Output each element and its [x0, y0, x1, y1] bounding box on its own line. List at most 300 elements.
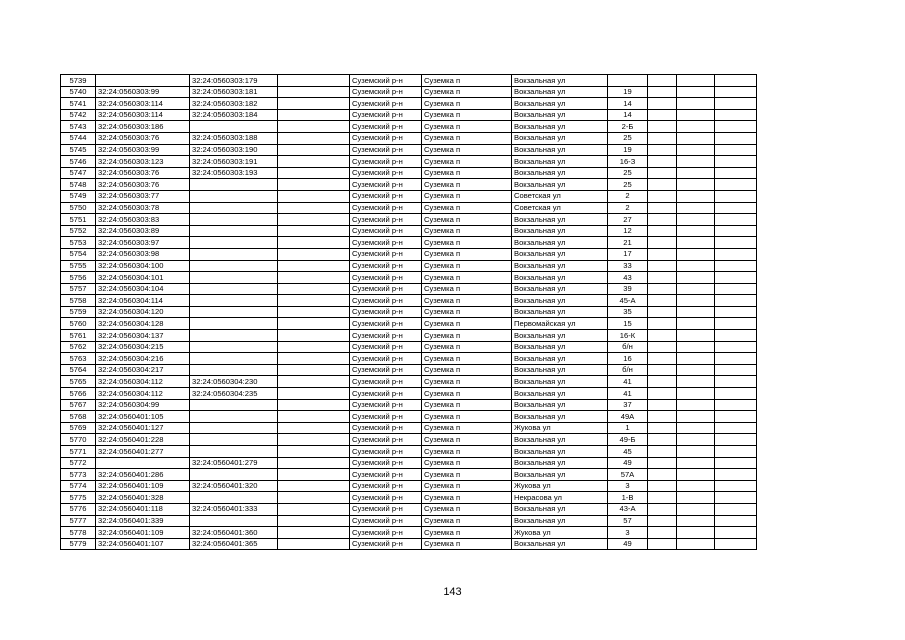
district: Суземский р-н [350, 121, 422, 133]
row-number: 5764 [61, 364, 96, 376]
house-number: 49 [608, 457, 648, 469]
table-row [61, 515, 757, 527]
extra-col-3 [715, 214, 757, 226]
district: Суземский р-н [350, 179, 422, 191]
cadastral-number [96, 457, 190, 469]
street: Вокзальная ул [512, 538, 608, 550]
blank-col [278, 376, 350, 388]
table-row [61, 156, 757, 168]
extra-col-1 [648, 330, 677, 342]
settlement: Суземка п [422, 503, 512, 515]
street: Вокзальная ул [512, 132, 608, 144]
extra-col-1 [648, 260, 677, 272]
extra-col-2 [677, 492, 715, 504]
table-row [61, 109, 757, 121]
street: Вокзальная ул [512, 341, 608, 353]
extra-col-2 [677, 260, 715, 272]
cadastral-number: 32:24:0560304:99 [96, 399, 190, 411]
extra-col-2 [677, 109, 715, 121]
extra-col-2 [677, 86, 715, 98]
related-cadastral-number [190, 260, 278, 272]
blank-col [278, 330, 350, 342]
blank-col [278, 167, 350, 179]
related-cadastral-number [190, 283, 278, 295]
settlement: Суземка п [422, 190, 512, 202]
settlement: Суземка п [422, 411, 512, 423]
settlement: Суземка п [422, 132, 512, 144]
street: Вокзальная ул [512, 376, 608, 388]
cadastral-number: 32:24:0560303:97 [96, 237, 190, 249]
extra-col-2 [677, 330, 715, 342]
house-number: 16 [608, 353, 648, 365]
house-number: 25 [608, 132, 648, 144]
related-cadastral-number [190, 214, 278, 226]
settlement: Суземка п [422, 353, 512, 365]
street: Вокзальная ул [512, 515, 608, 527]
blank-col [278, 237, 350, 249]
settlement: Суземка п [422, 330, 512, 342]
house-number: 43-А [608, 503, 648, 515]
district: Суземский р-н [350, 538, 422, 550]
related-cadastral-number [190, 306, 278, 318]
extra-col-3 [715, 422, 757, 434]
row-number: 5748 [61, 179, 96, 191]
row-number: 5758 [61, 295, 96, 307]
row-number: 5756 [61, 272, 96, 284]
house-number: 45-А [608, 295, 648, 307]
cadastral-number: 32:24:0560401:286 [96, 469, 190, 481]
house-number: 41 [608, 388, 648, 400]
extra-col-3 [715, 225, 757, 237]
district: Суземский р-н [350, 132, 422, 144]
extra-col-2 [677, 144, 715, 156]
street: Вокзальная ул [512, 167, 608, 179]
row-number: 5766 [61, 388, 96, 400]
district: Суземский р-н [350, 86, 422, 98]
settlement: Суземка п [422, 167, 512, 179]
settlement: Суземка п [422, 318, 512, 330]
table-row [61, 272, 757, 284]
district: Суземский р-н [350, 202, 422, 214]
settlement: Суземка п [422, 98, 512, 110]
table-row [61, 503, 757, 515]
house-number: 35 [608, 306, 648, 318]
cadastral-number: 32:24:0560303:76 [96, 179, 190, 191]
blank-col [278, 341, 350, 353]
street: Вокзальная ул [512, 399, 608, 411]
extra-col-2 [677, 503, 715, 515]
row-number: 5746 [61, 156, 96, 168]
extra-col-2 [677, 225, 715, 237]
table-row [61, 480, 757, 492]
row-number: 5779 [61, 538, 96, 550]
blank-col [278, 121, 350, 133]
settlement: Суземка п [422, 469, 512, 481]
settlement: Суземка п [422, 364, 512, 376]
extra-col-1 [648, 98, 677, 110]
extra-col-1 [648, 503, 677, 515]
extra-col-1 [648, 167, 677, 179]
extra-col-2 [677, 399, 715, 411]
blank-col [278, 527, 350, 539]
blank-col [278, 353, 350, 365]
cadastral-number: 32:24:0560401:105 [96, 411, 190, 423]
extra-col-3 [715, 237, 757, 249]
table-row [61, 527, 757, 539]
row-number: 5769 [61, 422, 96, 434]
extra-col-1 [648, 399, 677, 411]
house-number: 33 [608, 260, 648, 272]
related-cadastral-number [190, 469, 278, 481]
street: Вокзальная ул [512, 503, 608, 515]
cadastral-number: 32:24:0560303:114 [96, 98, 190, 110]
district: Суземский р-н [350, 434, 422, 446]
cadastral-number: 32:24:0560304:101 [96, 272, 190, 284]
district: Суземский р-н [350, 214, 422, 226]
related-cadastral-number [190, 202, 278, 214]
extra-col-2 [677, 341, 715, 353]
blank-col [278, 75, 350, 87]
extra-col-1 [648, 295, 677, 307]
street: Вокзальная ул [512, 411, 608, 423]
extra-col-3 [715, 190, 757, 202]
district: Суземский р-н [350, 75, 422, 87]
house-number: 2 [608, 202, 648, 214]
extra-col-2 [677, 353, 715, 365]
settlement: Суземка п [422, 446, 512, 458]
extra-col-3 [715, 202, 757, 214]
table-row [61, 190, 757, 202]
settlement: Суземка п [422, 388, 512, 400]
related-cadastral-number [190, 353, 278, 365]
row-number: 5745 [61, 144, 96, 156]
extra-col-1 [648, 318, 677, 330]
extra-col-3 [715, 109, 757, 121]
cadastral-number: 32:24:0560304:114 [96, 295, 190, 307]
blank-col [278, 399, 350, 411]
blank-col [278, 144, 350, 156]
house-number: 49 [608, 538, 648, 550]
table-row [61, 434, 757, 446]
related-cadastral-number [190, 225, 278, 237]
extra-col-2 [677, 411, 715, 423]
extra-col-1 [648, 75, 677, 87]
extra-col-3 [715, 492, 757, 504]
cadastral-number: 32:24:0560304:215 [96, 341, 190, 353]
blank-col [278, 422, 350, 434]
table-row [61, 399, 757, 411]
house-number: 39 [608, 283, 648, 295]
house-number: 15 [608, 318, 648, 330]
extra-col-2 [677, 527, 715, 539]
house-number: 45 [608, 446, 648, 458]
street: Вокзальная ул [512, 86, 608, 98]
related-cadastral-number [190, 411, 278, 423]
district: Суземский р-н [350, 225, 422, 237]
street: Некрасова ул [512, 492, 608, 504]
district: Суземский р-н [350, 306, 422, 318]
extra-col-2 [677, 457, 715, 469]
settlement: Суземка п [422, 492, 512, 504]
cadastral-number: 32:24:0560303:99 [96, 144, 190, 156]
extra-col-1 [648, 190, 677, 202]
house-number: 14 [608, 109, 648, 121]
blank-col [278, 202, 350, 214]
extra-col-2 [677, 214, 715, 226]
settlement: Суземка п [422, 272, 512, 284]
blank-col [278, 109, 350, 121]
extra-col-3 [715, 295, 757, 307]
extra-col-2 [677, 98, 715, 110]
extra-col-1 [648, 248, 677, 260]
extra-col-1 [648, 434, 677, 446]
cadastral-number: 32:24:0560304:217 [96, 364, 190, 376]
extra-col-1 [648, 202, 677, 214]
table-row [61, 179, 757, 191]
settlement: Суземка п [422, 434, 512, 446]
table-row [61, 167, 757, 179]
extra-col-1 [648, 422, 677, 434]
extra-col-2 [677, 237, 715, 249]
extra-col-3 [715, 318, 757, 330]
district: Суземский р-н [350, 144, 422, 156]
row-number: 5752 [61, 225, 96, 237]
cadastral-number [96, 75, 190, 87]
street: Советская ул [512, 190, 608, 202]
row-number: 5744 [61, 132, 96, 144]
extra-col-3 [715, 515, 757, 527]
table-row [61, 538, 757, 550]
extra-col-2 [677, 202, 715, 214]
cadastral-number: 32:24:0560303:76 [96, 132, 190, 144]
street: Вокзальная ул [512, 144, 608, 156]
extra-col-2 [677, 179, 715, 191]
related-cadastral-number: 32:24:0560303:188 [190, 132, 278, 144]
blank-col [278, 295, 350, 307]
related-cadastral-number [190, 515, 278, 527]
district: Суземский р-н [350, 156, 422, 168]
row-number: 5772 [61, 457, 96, 469]
row-number: 5770 [61, 434, 96, 446]
blank-col [278, 98, 350, 110]
cadastral-number: 32:24:0560303:98 [96, 248, 190, 260]
cadastral-number: 32:24:0560303:114 [96, 109, 190, 121]
extra-col-2 [677, 283, 715, 295]
house-number: 25 [608, 179, 648, 191]
extra-col-1 [648, 86, 677, 98]
district: Суземский р-н [350, 527, 422, 539]
settlement: Суземка п [422, 306, 512, 318]
cadastral-number: 32:24:0560303:99 [96, 86, 190, 98]
extra-col-3 [715, 376, 757, 388]
extra-col-3 [715, 98, 757, 110]
extra-col-2 [677, 75, 715, 87]
extra-col-3 [715, 434, 757, 446]
street: Вокзальная ул [512, 121, 608, 133]
extra-col-2 [677, 538, 715, 550]
table-row [61, 295, 757, 307]
district: Суземский р-н [350, 190, 422, 202]
row-number: 5767 [61, 399, 96, 411]
extra-col-3 [715, 538, 757, 550]
related-cadastral-number: 32:24:0560401:320 [190, 480, 278, 492]
blank-col [278, 388, 350, 400]
extra-col-2 [677, 295, 715, 307]
blank-col [278, 179, 350, 191]
house-number [608, 75, 648, 87]
table-row [61, 202, 757, 214]
cadastral-number: 32:24:0560304:100 [96, 260, 190, 272]
settlement: Суземка п [422, 480, 512, 492]
extra-col-3 [715, 156, 757, 168]
table-row [61, 121, 757, 133]
table-row [61, 422, 757, 434]
blank-col [278, 225, 350, 237]
settlement: Суземка п [422, 341, 512, 353]
cadastral-number: 32:24:0560304:112 [96, 376, 190, 388]
district: Суземский р-н [350, 469, 422, 481]
settlement: Суземка п [422, 457, 512, 469]
house-number: 14 [608, 98, 648, 110]
table-row [61, 237, 757, 249]
settlement: Суземка п [422, 248, 512, 260]
extra-col-3 [715, 503, 757, 515]
cadastral-number: 32:24:0560401:328 [96, 492, 190, 504]
settlement: Суземка п [422, 156, 512, 168]
table-row [61, 353, 757, 365]
house-number: 43 [608, 272, 648, 284]
extra-col-2 [677, 434, 715, 446]
row-number: 5771 [61, 446, 96, 458]
related-cadastral-number: 32:24:0560303:191 [190, 156, 278, 168]
street: Вокзальная ул [512, 225, 608, 237]
blank-col [278, 132, 350, 144]
district: Суземский р-н [350, 318, 422, 330]
house-number: 19 [608, 144, 648, 156]
house-number: 57 [608, 515, 648, 527]
street: Вокзальная ул [512, 364, 608, 376]
extra-col-1 [648, 411, 677, 423]
district: Суземский р-н [350, 480, 422, 492]
blank-col [278, 434, 350, 446]
row-number: 5751 [61, 214, 96, 226]
row-number: 5740 [61, 86, 96, 98]
table-row [61, 75, 757, 87]
settlement: Суземка п [422, 422, 512, 434]
extra-col-3 [715, 179, 757, 191]
cadastral-number: 32:24:0560401:127 [96, 422, 190, 434]
table-row [61, 446, 757, 458]
house-number: 41 [608, 376, 648, 388]
house-number: 25 [608, 167, 648, 179]
blank-col [278, 248, 350, 260]
street: Вокзальная ул [512, 469, 608, 481]
extra-col-1 [648, 156, 677, 168]
table-row [61, 341, 757, 353]
register-table-body [61, 75, 757, 550]
extra-col-2 [677, 121, 715, 133]
related-cadastral-number: 32:24:0560303:181 [190, 86, 278, 98]
district: Суземский р-н [350, 503, 422, 515]
district: Суземский р-н [350, 237, 422, 249]
row-number: 5753 [61, 237, 96, 249]
street: Вокзальная ул [512, 272, 608, 284]
extra-col-1 [648, 515, 677, 527]
table-row [61, 283, 757, 295]
extra-col-2 [677, 469, 715, 481]
house-number: б/н [608, 341, 648, 353]
house-number: 16-К [608, 330, 648, 342]
related-cadastral-number: 32:24:0560303:190 [190, 144, 278, 156]
district: Суземский р-н [350, 330, 422, 342]
row-number: 5777 [61, 515, 96, 527]
row-number: 5776 [61, 503, 96, 515]
extra-col-3 [715, 86, 757, 98]
cadastral-number: 32:24:0560303:78 [96, 202, 190, 214]
settlement: Суземка п [422, 376, 512, 388]
related-cadastral-number: 32:24:0560303:184 [190, 109, 278, 121]
table-row [61, 144, 757, 156]
street: Первомайская ул [512, 318, 608, 330]
street: Жукова ул [512, 527, 608, 539]
table-row [61, 86, 757, 98]
district: Суземский р-н [350, 457, 422, 469]
cadastral-number: 32:24:0560304:128 [96, 318, 190, 330]
district: Суземский р-н [350, 98, 422, 110]
house-number: б/н [608, 364, 648, 376]
related-cadastral-number [190, 248, 278, 260]
cadastral-number: 32:24:0560401:109 [96, 480, 190, 492]
settlement: Суземка п [422, 202, 512, 214]
table-row [61, 411, 757, 423]
related-cadastral-number: 32:24:0560304:235 [190, 388, 278, 400]
row-number: 5768 [61, 411, 96, 423]
table-row [61, 469, 757, 481]
related-cadastral-number [190, 341, 278, 353]
row-number: 5763 [61, 353, 96, 365]
related-cadastral-number [190, 399, 278, 411]
extra-col-1 [648, 457, 677, 469]
related-cadastral-number [190, 272, 278, 284]
house-number: 2 [608, 190, 648, 202]
row-number: 5760 [61, 318, 96, 330]
extra-col-3 [715, 341, 757, 353]
extra-col-3 [715, 167, 757, 179]
street: Вокзальная ул [512, 457, 608, 469]
district: Суземский р-н [350, 167, 422, 179]
table-row [61, 388, 757, 400]
extra-col-3 [715, 260, 757, 272]
related-cadastral-number: 32:24:0560401:360 [190, 527, 278, 539]
cadastral-number: 32:24:0560303:83 [96, 214, 190, 226]
street: Вокзальная ул [512, 98, 608, 110]
table-row [61, 376, 757, 388]
street: Вокзальная ул [512, 260, 608, 272]
blank-col [278, 480, 350, 492]
extra-col-3 [715, 272, 757, 284]
extra-col-1 [648, 341, 677, 353]
related-cadastral-number: 32:24:0560303:182 [190, 98, 278, 110]
district: Суземский р-н [350, 341, 422, 353]
street: Вокзальная ул [512, 237, 608, 249]
related-cadastral-number: 32:24:0560401:333 [190, 503, 278, 515]
settlement: Суземка п [422, 121, 512, 133]
related-cadastral-number [190, 434, 278, 446]
settlement: Суземка п [422, 225, 512, 237]
settlement: Суземка п [422, 109, 512, 121]
table-row [61, 98, 757, 110]
extra-col-3 [715, 399, 757, 411]
